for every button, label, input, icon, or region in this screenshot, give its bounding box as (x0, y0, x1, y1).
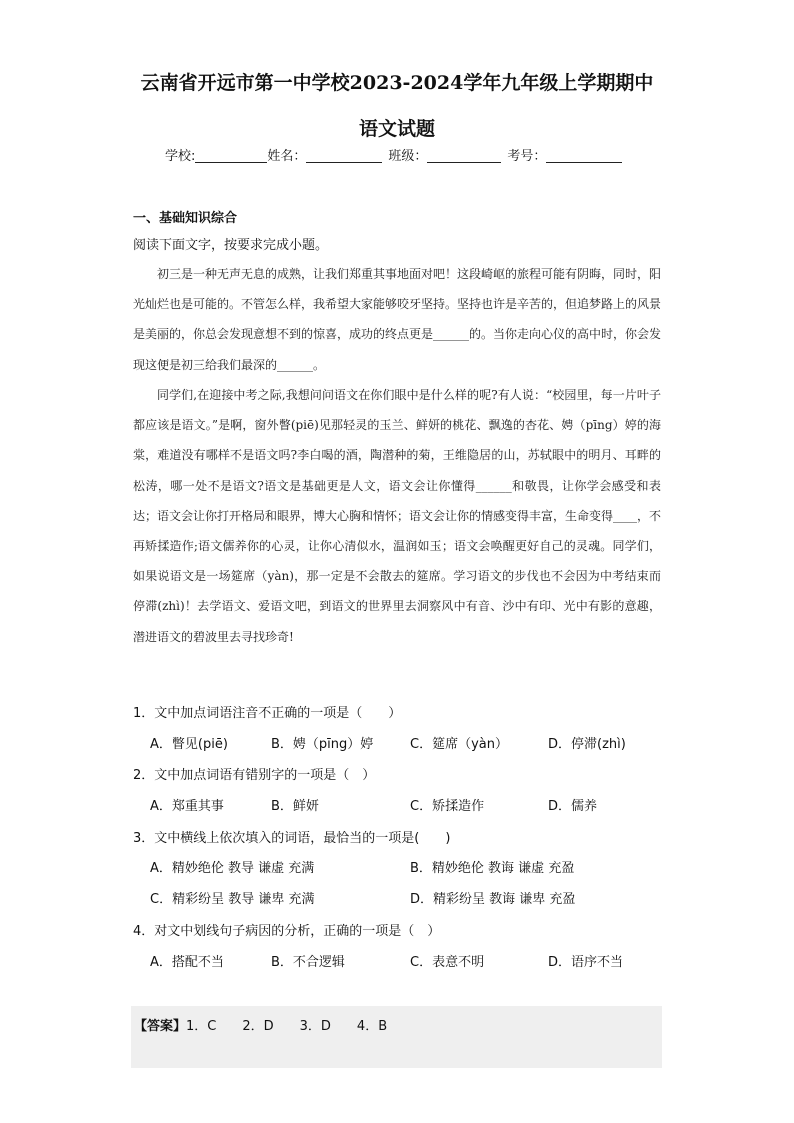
question-2-option-b[interactable]: B．鲜妍 (271, 799, 319, 814)
passage-paragraph-2: 同学们,在迎接中考之际,我想问问语文在你们眼中是什么样的呢?有人说：“校园里，每一片叶子都应该是语文。”是啊，窗外瞥(piē)见那轻灵的玉兰、鲜妍的桃花、飘逸的杏花、娉（pīng）婷的海棠，难道没有哪样不是语文吗?李白喝的酒，陶潜种的菊，王维隐居的山，苏轼眼中的明月、耳畔的松涛，哪一处不是语文?语文是基础更是人文，语文会让你懂得______和敬畏，让你学会感受和表达；语文会让你打开格局和眼界，博大心胸和情怀；语文会让你的情感变得丰富，生命变得____，不再矫揉造作;语文儒养你的心灵，让你心清似水，温润如玉；语文会唤醒更好自己的灵魂。同学们，如果说语文是一场筵席（yàn)，那一定是不会散去的筵席。学习语文的步伐也不会因为中考结束而停滞(zhì)！去学语文、爱语文吧，到语文的世界里去洞察风中有音、沙中有印、光中有影的意趣，潜进语文的碧波里去寻找珍奇! (133, 388, 662, 644)
question-4-stem: 4．对文中划线句子病因的分析，正确的一项是（ ） (133, 924, 441, 939)
answer-line (134, 1015, 387, 1034)
question-2-option-d[interactable]: D．儒养 (548, 799, 598, 814)
question-2-option-a[interactable]: A．郑重其事 (150, 799, 224, 814)
question-3-option-d[interactable]: D．精彩纷呈 教诲 谦卑 充盈 (410, 892, 576, 907)
school-field[interactable] (195, 148, 267, 163)
answer-text: 1．C 2．D 3．D 4．B (186, 1019, 388, 1034)
section-instruction: 阅读下面文字，按要求完成小题。 (133, 238, 329, 253)
question-4-option-b[interactable]: B．不合逻辑 (271, 955, 345, 970)
question-1-option-c[interactable]: C．筵席（yàn） (410, 737, 508, 752)
name-label: 姓名： (267, 149, 307, 164)
question-4-option-d[interactable]: D．语序不当 (548, 955, 624, 970)
question-2-stem: 2．文中加点词语有错别字的一项是（ ） (133, 768, 376, 783)
question-1-stem: 1．文中加点词语注音不正确的一项是（ ） (133, 706, 402, 721)
question-4-option-a[interactable]: A．搭配不当 (150, 955, 224, 970)
question-1-option-a[interactable]: A．瞥见(piē) (150, 737, 228, 752)
question-1-option-b[interactable]: B．娉（pīng）婷 (271, 737, 374, 752)
question-3-option-c[interactable]: C．精彩纷呈 教导 谦卑 充满 (150, 892, 315, 907)
student-info-line (165, 145, 622, 164)
class-label: 班级： (388, 149, 428, 164)
question-3-stem: 3．文中横线上依次填入的词语，最恰当的一项是( ) (133, 831, 451, 846)
question-3-option-b[interactable]: B．精妙绝伦 教诲 谦虚 充盈 (410, 861, 575, 876)
school-label: 学校: (165, 149, 196, 164)
question-2-option-c[interactable]: C．矫揉造作 (410, 799, 485, 814)
name-field[interactable] (306, 148, 382, 163)
exam-subtitle: 语文试题 (358, 118, 435, 140)
question-3-option-a[interactable]: A．精妙绝伦 教导 谦虚 充满 (150, 861, 315, 876)
number-label: 考号： (507, 149, 547, 164)
number-field[interactable] (546, 148, 622, 163)
question-4-option-c[interactable]: C．表意不明 (410, 955, 485, 970)
passage-paragraph-1: 初三是一种无声无息的成熟，让我们郑重其事地面对吧！这段崎岖的旅程可能有阴晦，同时，阳光灿烂也是可能的。不管怎么样，我希望大家能够咬牙坚持。坚持也许是辛苦的，但追梦路上的风景是美丽的，你总会发现意想不到的惊喜，成功的终点更是______的。当你走向心仪的高中时，你会发现这便是初三给我们最深的______。 (133, 267, 662, 372)
question-1-option-d[interactable]: D．停滞(zhì) (548, 737, 626, 752)
answer-label: 【答案】 (134, 1019, 187, 1034)
class-field[interactable] (427, 148, 501, 163)
exam-title: 云南省开远市第一中学校2023-2024学年九年级上学期期中 (140, 72, 654, 94)
section-heading: 一、基础知识综合 (133, 211, 238, 226)
